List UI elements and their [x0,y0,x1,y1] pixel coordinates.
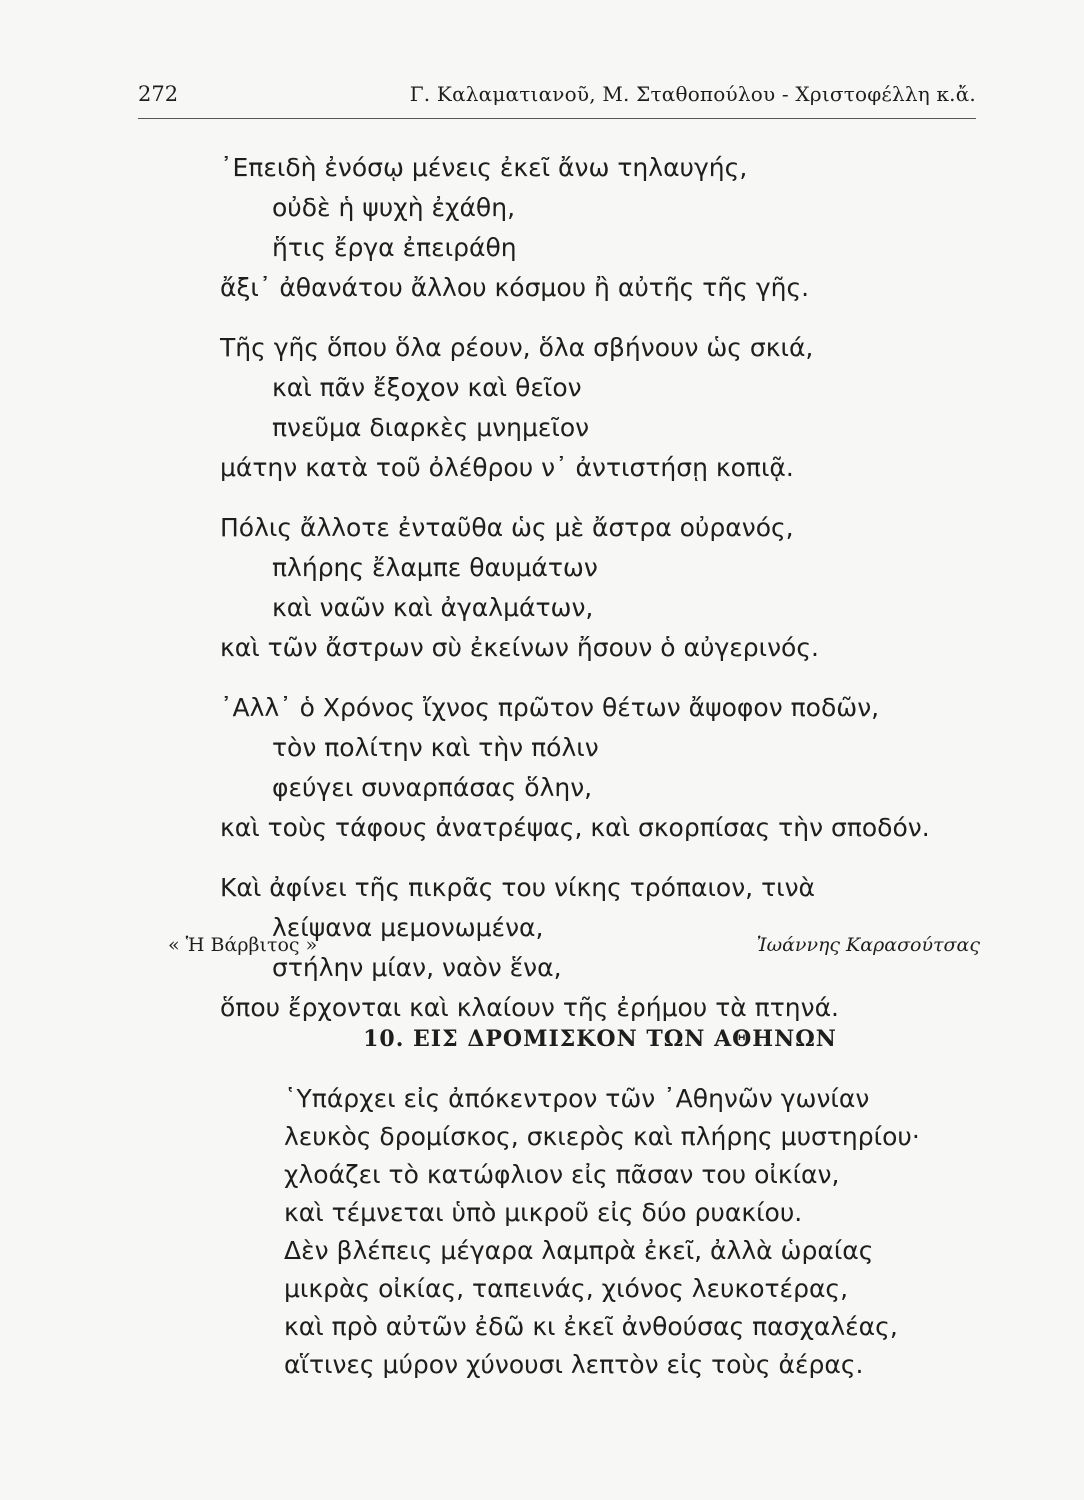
verse-line: λευκὸς δρομίσκος, σκιερὸς καὶ πλήρης μυστηρίου· [284,1122,920,1151]
verse-line: καὶ ναῶν καὶ ἀγαλμάτων, [272,593,594,622]
verse-line: καὶ τοὺς τάφους ἀνατρέψας, καὶ σκορπίσας τὴν σποδόν. [220,813,930,842]
poem-karasoutsas [220,148,980,1048]
verse-line: στήλην μίαν, ναὸν ἕνα, [272,953,562,982]
verse-line: ὅπου ἔρχονται καὶ κλαίουν τῆς ἐρήμου τὰ πτηνά. [220,993,840,1022]
verse-line: χλοάζει τὸ κατώφλιον εἰς πᾶσαν του οἰκίαν, [284,1160,840,1189]
verse-line: μικρὰς οἰκίας, ταπεινάς, χιόνος λευκοτέρας, [284,1274,849,1303]
verse-line: λείψανα μεμονωμένα, [272,913,544,942]
poem-source [168,934,980,966]
verse-line: καὶ πρὸ αὐτῶν ἐδῶ κι ἐκεῖ ἀνθούσας πασχαλέας, [284,1312,898,1341]
stanza [220,328,980,488]
source-title: « Ἡ Βάρβιτος » [168,934,318,956]
verse-line: Τῆς γῆς ὅπου ὅλα ρέουν, ὅλα σβήνουν ὡς σκιά, [220,333,814,362]
verse-line: μάτην κατὰ τοῦ ὀλέθρου ν᾽ ἀντιστήσῃ κοπιᾷ. [220,453,794,482]
verse-line: οὐδὲ ἡ ψυχὴ ἐχάθη, [272,193,516,222]
verse-line: πνεῦμα διαρκὲς μνημεῖον [272,413,590,442]
verse-line: φεύγει συναρπάσας ὅλην, [272,773,593,802]
stanza [220,688,980,848]
verse-line: ᾽Επειδὴ ἐνόσῳ μένεις ἐκεῖ ἄνω τηλαυγής, [220,153,748,182]
page-number: 272 [138,82,179,106]
stanza [220,148,980,308]
verse-line: ᾽Αλλ᾽ ὁ Χρόνος ἴχνος πρῶτον θέτων ἄψοφον ποδῶν, [220,693,880,722]
verse-line: Δὲν βλέπεις μέγαρα λαμπρὰ ἐκεῖ, ἀλλὰ ὡραίας [284,1236,874,1265]
running-head: Γ. Καλαματιανοῦ, Μ. Σταθοπούλου - Χριστοφέλλη κ.ἄ. [409,82,976,106]
stanza [220,508,980,668]
section-heading: 10. ΕΙΣ ΔΡΟΜΙΣΚΟΝ ΤΩΝ ΑΘΗΝΩΝ [363,1026,837,1052]
verse-line: πλήρης ἔλαμπε θαυμάτων [272,553,598,582]
verse-line: Πόλις ἄλλοτε ἐνταῦθα ὡς μὲ ἄστρα οὐρανός, [220,513,794,542]
verse-line: καὶ τέμνεται ὑπὸ μικροῦ εἰς δύο ρυακίου. [284,1198,803,1227]
page-header [138,76,976,119]
source-author: Ἰωάννης Καρασούτσας [756,934,980,956]
verse-line: αἵτινες μύρον χύνουσι λεπτὸν εἰς τοὺς ἀέρας. [284,1350,864,1379]
verse-line: καὶ πᾶν ἔξοχον καὶ θεῖον [272,373,582,402]
verse-line: Καὶ ἀφίνει τῆς πικρᾶς του νίκης τρόπαιον, τινὰ [220,873,816,902]
verse-line: τὸν πολίτην καὶ τὴν πόλιν [272,733,599,762]
verse-line: καὶ τῶν ἄστρων σὺ ἐκείνων ἤσουν ὁ αὐγερινός. [220,633,819,662]
verse-line: ἥτις ἔργα ἐπειράθη [272,233,517,262]
verse-line: ῾Υπάρχει εἰς ἀπόκεντρον τῶν ᾽Αθηνῶν γωνίαν [284,1084,870,1113]
poem-dromiskos [284,1080,984,1384]
verse-line: ἄξι᾽ ἀθανάτου ἄλλου κόσμου ἢ αὐτῆς τῆς γῆς. [220,273,810,302]
